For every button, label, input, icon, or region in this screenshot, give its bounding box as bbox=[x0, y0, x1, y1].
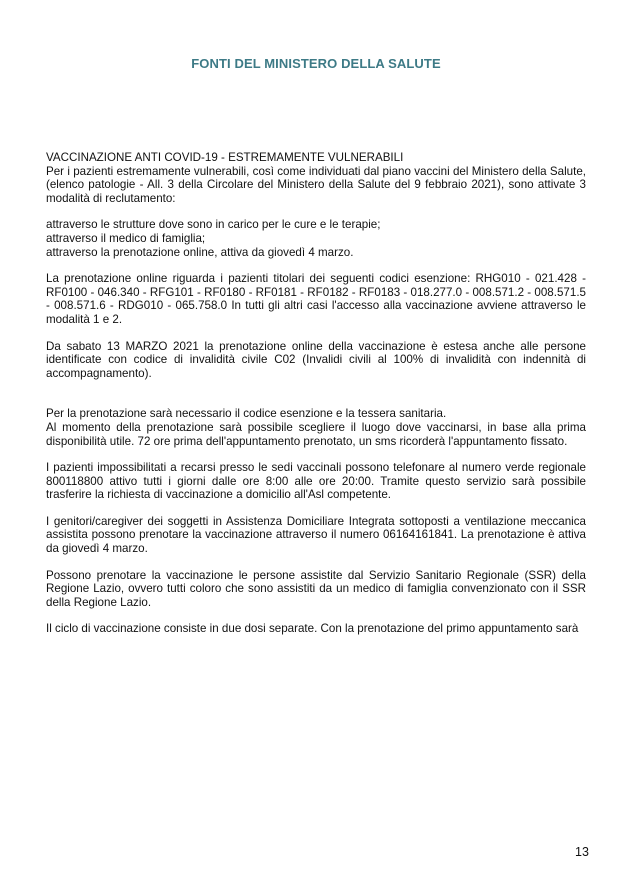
mode-item: attraverso la prenotazione online, attiva da giovedì 4 marzo. bbox=[46, 245, 354, 259]
invalidity-paragraph: Da sabato 13 MARZO 2021 la prenotazione online della vaccinazione è estesa anche alle persone identificate con codice di invalidità civile C02 (Invalidi civili al 100% di invalidità con indennità di accompagnamento). bbox=[46, 339, 586, 380]
page-header-title: FONTI DEL MINISTERO DELLA SALUTE bbox=[191, 56, 441, 71]
section-heading: VACCINAZIONE ANTI COVID-19 - ESTREMAMENTE VULNERABILI bbox=[46, 151, 404, 164]
mode-item: attraverso il medico di famiglia; bbox=[46, 231, 206, 245]
exemption-codes-paragraph: La prenotazione online riguarda i pazienti titolari dei seguenti codici esenzione: RHG010 - 021.428 - RF0100 - 046.340 - RFG101 - RF0180 - RF0181 - RF0182 - RF0183 - 018.277.0 - 008.571.2 - 008.571.5 - 008.571.6 - RDG010 - 065.758.0 In tutti gli altri casi l'accesso alla vaccinazione avviene attraverso le modalità 1 e 2. bbox=[46, 272, 586, 326]
requirements-paragraph: Per la prenotazione sarà necessario il codice esenzione e la tessera sanitaria. bbox=[46, 407, 447, 421]
caregiver-paragraph: I genitori/caregiver dei soggetti in Assistenza Domiciliare Integrata sottoposti a ventilazione meccanica assistita possono prenotare la vaccinazione attraverso il numero 06164161841. La prenotazione è attiva da giovedì 4 marzo. bbox=[46, 514, 586, 556]
intro-paragraph: Per i pazienti estremamente vulnerabili, così come individuati dal piano vaccini del Ministero della Salute, (elenco patologie - All. 3 della Circolare del Ministero della Salute del 9 febbraio 2021), sono attivate 3 modalità di reclutamento: bbox=[46, 164, 586, 205]
document-body bbox=[46, 151, 586, 636]
dose-cycle-paragraph: Il ciclo di vaccinazione consiste in due dosi separate. Con la prenotazione del primo appuntamento sarà bbox=[46, 622, 579, 636]
home-vaccination-paragraph: I pazienti impossibilitati a recarsi presso le sedi vaccinali possono telefonare al numero verde regionale 800118800 attivo tutti i giorni dalle ore 8:00 alle ore 20:00. Tramite questo servizio sarà possibile trasferire la richiesta di vaccinazione a domicilio all'Asl competente. bbox=[46, 461, 586, 502]
page-number: 13 bbox=[575, 845, 589, 859]
mode-item: attraverso le strutture dove sono in carico per le cure e le terapie; bbox=[46, 218, 381, 232]
location-paragraph: Al momento della prenotazione sarà possibile scegliere il luogo dove vaccinarsi, in base alla prima disponibilità utile. 72 ore prima dell'appuntamento prenotato, un sms ricorderà l'appuntamento fissato. bbox=[46, 420, 586, 448]
eligibility-paragraph: Possono prenotare la vaccinazione le persone assistite dal Servizio Sanitario Regionale (SSR) della Regione Lazio, ovvero tutti coloro che sono assistiti da un medico di famiglia convenzionato con il SSR della Regione Lazio. bbox=[46, 568, 586, 609]
